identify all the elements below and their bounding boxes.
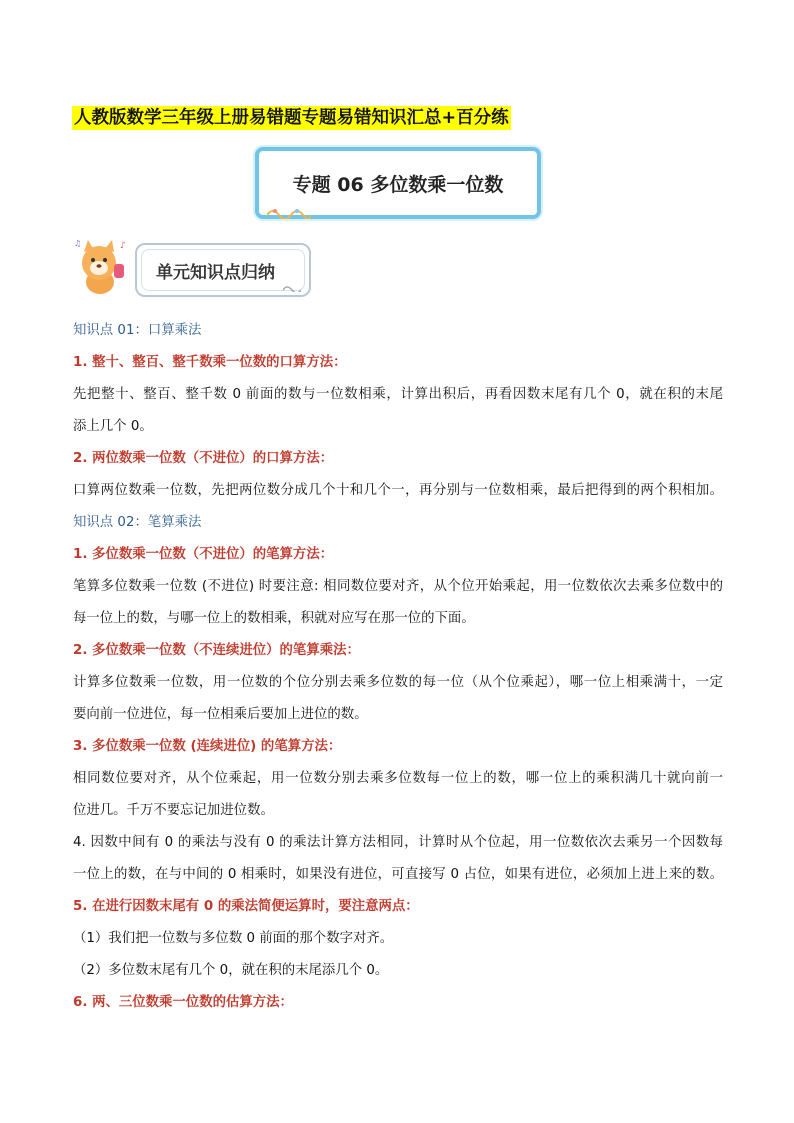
body-text: 4. 因数中间有 0 的乘法与没有 0 的乘法计算方法相同，计算时从个位起，用一位数依次去乘另一个因数每: [73, 835, 723, 850]
body-text: 一位上的数，在与中间的 0 相乘时，如果没有进位，可直接写 0 占位，如果有进位，必须加上进上来的数。: [73, 867, 723, 882]
section-heading: 2. 两位数乘一位数（不进位）的口算方法：: [73, 451, 334, 466]
knowledge-content: [73, 315, 723, 1019]
body-text: 添上几个 0。: [73, 419, 153, 434]
knowledge-point-heading: 知识点 02：笔算乘法: [73, 515, 202, 530]
knowledge-point-heading: 知识点 01：口算乘法: [73, 323, 202, 338]
body-text: 相同数位要对齐，从个位乘起，用一位数分别去乘多位数每一位上的数，哪一位上的乘积满几十就向前一: [73, 771, 723, 786]
section-heading: 1. 多位数乘一位数（不进位）的笔算方法：: [73, 547, 334, 562]
body-text: 位进几。千万不要忘记加进位数。: [73, 803, 274, 818]
corner-decoration-icon: [283, 284, 301, 292]
section-heading: 3. 多位数乘一位数 (连续进位) 的笔算方法：: [73, 739, 342, 754]
unit-title-box: [135, 243, 311, 297]
body-text: （1）我们把一位数与多位数 0 前面的那个数字对齐。: [73, 931, 394, 946]
topic-title-box: [255, 147, 541, 219]
section-heading: 1. 整十、整百、整千数乘一位数的口算方法：: [73, 355, 347, 370]
section-heading: 2. 多位数乘一位数（不连续进位）的笔算乘法：: [73, 643, 360, 658]
body-text: 计算多位数乘一位数，用一位数的个位分别去乘多位数的每一位（从个位乘起），哪一位上相乘满十，一定: [73, 675, 723, 690]
body-text: 笔算多位数乘一位数 (不进位) 时要注意: 相同数位要对齐，从个位开始乘起，用一位数依次去乘多位数中的: [73, 579, 723, 594]
body-text: 先把整十、整百、整千数 0 前面的数与一位数相乘，计算出积后，再看因数末尾有几个 0，就在积的末尾: [73, 387, 723, 402]
body-text: （2）多位数末尾有几个 0，就在积的末尾添几个 0。: [73, 963, 389, 978]
svg-text:♪: ♪: [120, 241, 126, 251]
body-text: 口算两位数乘一位数，先把两位数分成几个十和几个一，再分别与一位数相乘，最后把得到的两个积相加。: [73, 483, 723, 498]
document-banner: 人教版数学三年级上册易错题专题易错知识汇总+百分练: [74, 108, 509, 128]
body-text: 要向前一位进位，每一位相乘后要加上进位的数。: [73, 707, 368, 722]
section-heading: 5. 在进行因数末尾有 0 的乘法简便运算时，要注意两点：: [73, 899, 419, 914]
body-text: 每一位上的数，与哪一位上的数相乘，积就对应写在那一位的下面。: [73, 611, 475, 626]
section-heading: 6. 两、三位数乘一位数的估算方法：: [73, 995, 293, 1010]
tiger-mascot-icon: [70, 236, 132, 298]
topic-title: 专题 06 多位数乘一位数: [292, 173, 504, 196]
svg-text:♫: ♫: [74, 239, 82, 248]
unit-title: 单元知识点归纳: [141, 249, 305, 291]
wave-decoration-icon: [267, 207, 311, 219]
